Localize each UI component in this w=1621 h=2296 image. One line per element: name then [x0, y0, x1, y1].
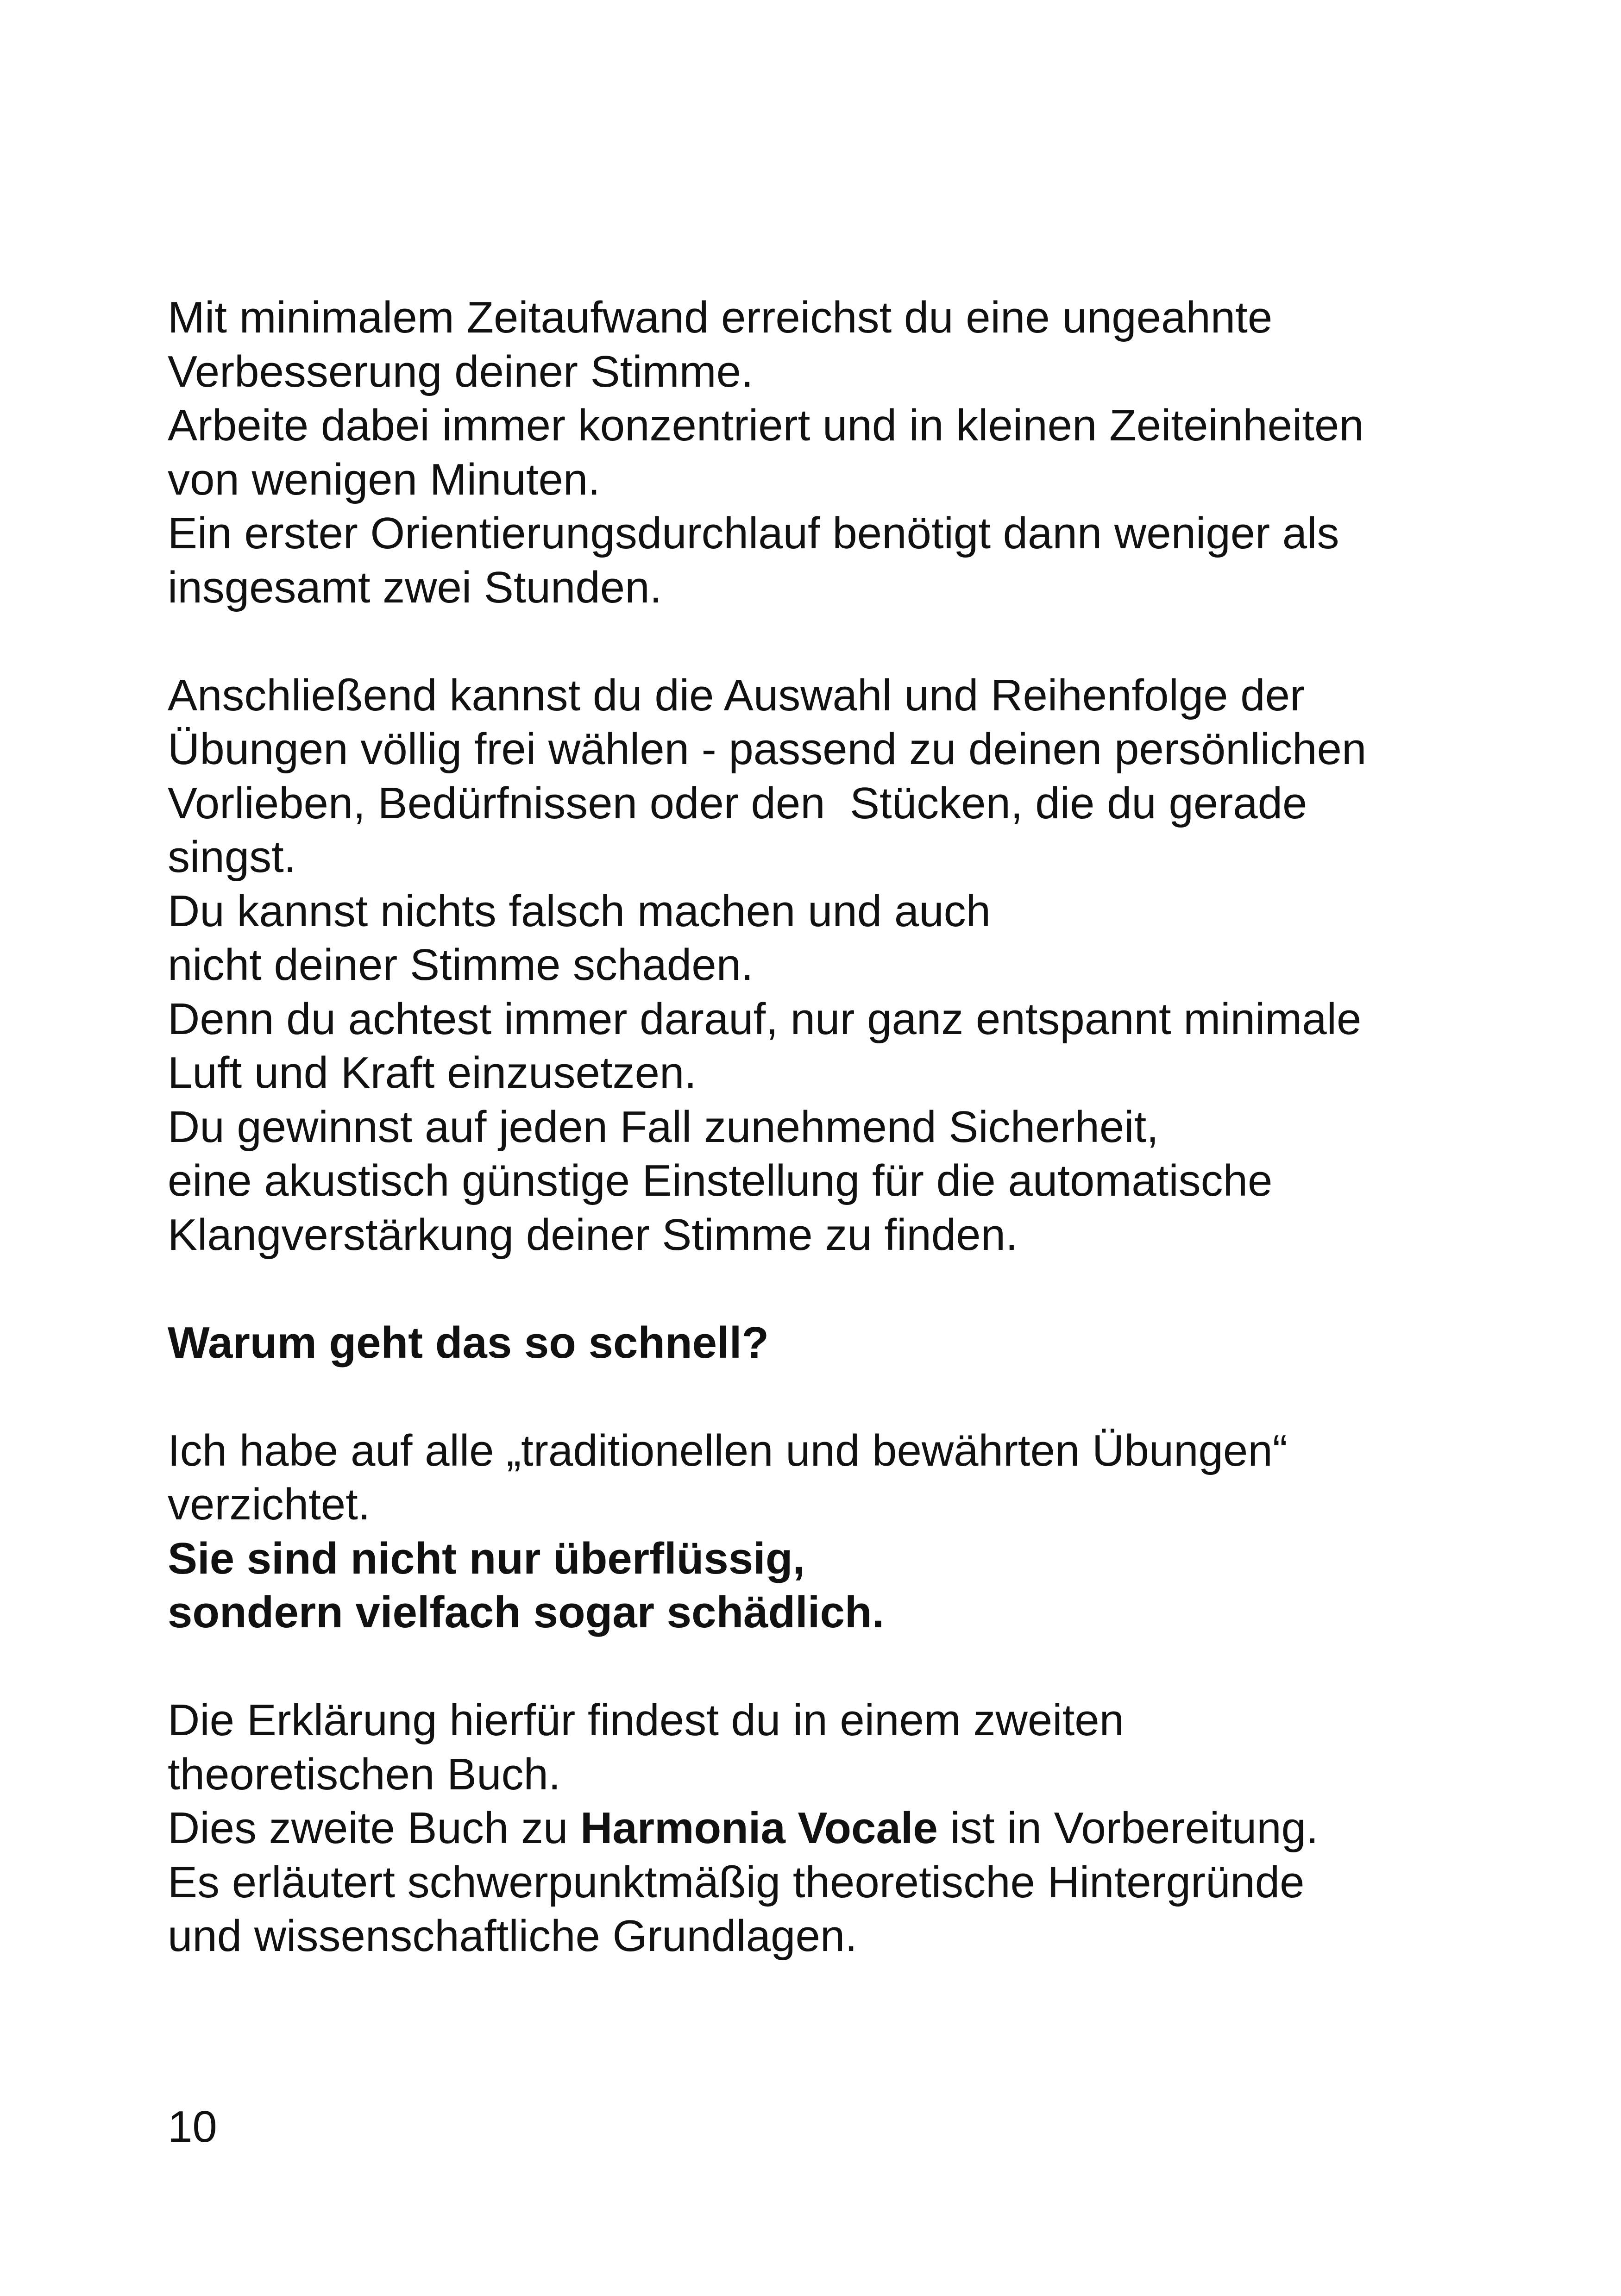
paragraph-line: insgesamt zwei Stunden. [168, 562, 662, 612]
paragraph-line: Denn du achtest immer darauf, nur ganz entspannt minimale [168, 994, 1362, 1044]
paragraph-line: eine akustisch günstige Einstellung für die automatische [168, 1156, 1273, 1205]
paragraph-line: verzichtet. [168, 1480, 371, 1529]
paragraph-line-with-title [168, 1801, 1511, 1856]
paragraph-line: Klangverstärkung deiner Stimme zu finden. [168, 1210, 1018, 1260]
paragraph-line: Vorlieben, Bedürfnissen oder den Stücken, die du gerade [168, 778, 1307, 828]
line-text-before: Dies zweite Buch zu [168, 1803, 581, 1853]
paragraph-2 [168, 669, 1511, 1262]
emphasis-line: Sie sind nicht nur überflüssig, [168, 1533, 805, 1583]
paragraph-spacer [168, 615, 1511, 669]
paragraph-line: Es erläutert schwerpunktmäßig theoretische Hintergründe [168, 1857, 1305, 1907]
paragraph-line: Die Erklärung hierfür findest du in einem zweiten [168, 1695, 1125, 1745]
paragraph-spacer [168, 1640, 1511, 1694]
paragraph-line: Du kannst nichts falsch machen und auch [168, 886, 991, 936]
page-number: 10 [168, 2102, 217, 2152]
paragraph-4 [168, 1694, 1511, 1964]
section-heading: Warum geht das so schnell? [168, 1317, 769, 1368]
paragraph-line: von wenigen Minuten. [168, 454, 600, 504]
paragraph-line: Luft und Kraft einzusetzen. [168, 1048, 697, 1098]
paragraph-spacer [168, 1370, 1511, 1424]
paragraph-line: und wissenschaftliche Grundlagen. [168, 1911, 857, 1961]
paragraph-line: Ein erster Orientierungsdurchlauf benötigt dann weniger als [168, 508, 1339, 558]
book-title: Harmonia Vocale [580, 1803, 938, 1853]
paragraph-line: Übungen völlig frei wählen - passend zu deinen persönlichen [168, 724, 1367, 774]
paragraph-line: Mit minimalem Zeitaufwand erreichst du eine ungeahnte [168, 293, 1273, 342]
paragraph-line: Ich habe auf alle „traditionellen und bewährten Übungen“ [168, 1425, 1288, 1475]
paragraph-line: Verbesserung deiner Stimme. [168, 346, 754, 396]
body-text [168, 291, 1511, 1964]
paragraph-1 [168, 291, 1511, 615]
paragraph-line: nicht deiner Stimme schaden. [168, 940, 754, 990]
paragraph-line: singst. [168, 832, 296, 882]
paragraph-spacer [168, 1262, 1511, 1316]
paragraph-line: theoretischen Buch. [168, 1749, 561, 1799]
paragraph-line: Anschließend kannst du die Auswahl und Reihenfolge der [168, 670, 1305, 720]
paragraph-3 [168, 1424, 1511, 1640]
paragraph-line: Arbeite dabei immer konzentriert und in kleinen Zeiteinheiten [168, 401, 1364, 450]
emphasis-line: sondern vielfach sogar schädlich. [168, 1587, 885, 1637]
line-text-after: ist in Vorbereitung. [937, 1803, 1319, 1853]
paragraph-line: Du gewinnst auf jeden Fall zunehmend Sicherheit, [168, 1102, 1159, 1152]
